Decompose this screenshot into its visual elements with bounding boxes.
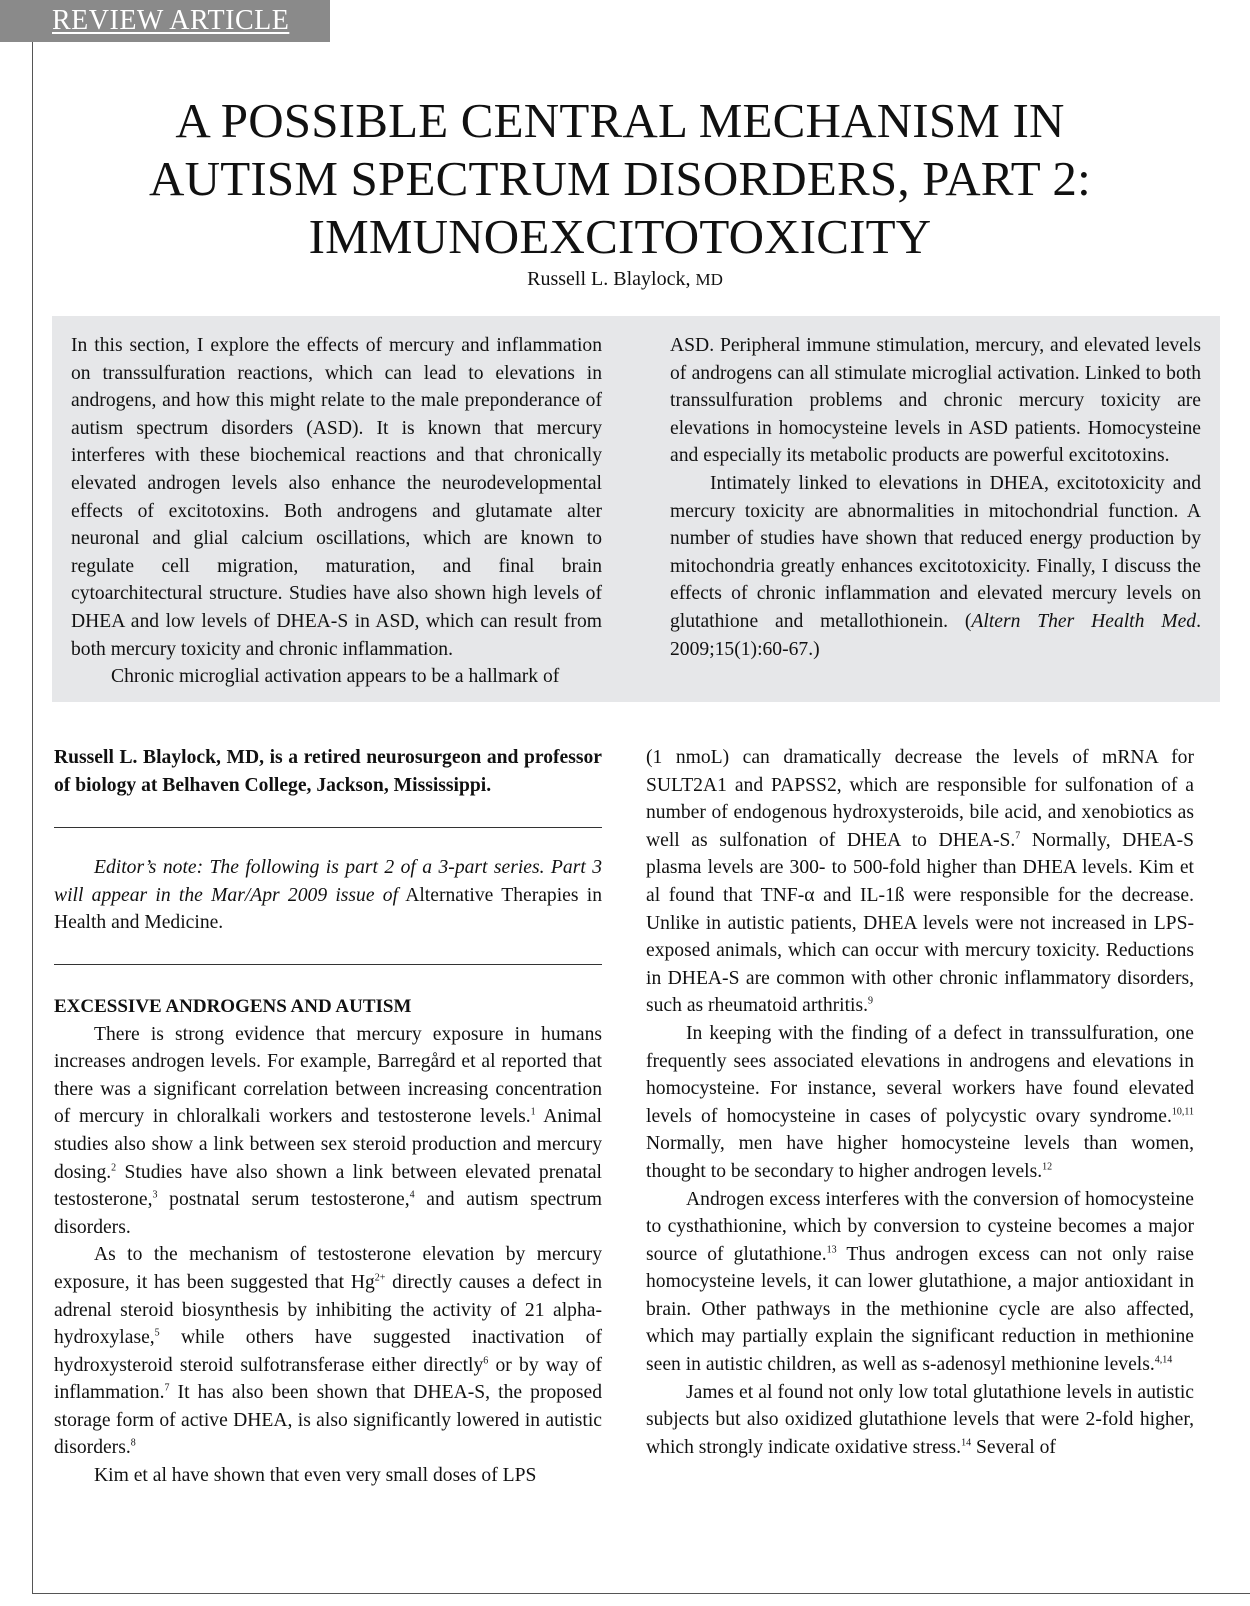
author-note: [54, 744, 602, 799]
title-line: IMMUNOEXCITOTOXICITY: [308, 209, 932, 264]
abstract-paragraph: Chronic microglial activation appears to be a hallmark of: [111, 666, 560, 688]
abstract-paragraph: ASD. Peripheral immune stimulation, mercury, and elevated levels of androgens can all stimulate microglial activation. Linked to both transsulfuration problems and chronic mercury toxicity are elevations in homocysteine levels in ASD patients. Homocysteine and especially its metabolic products are powerful excitotoxins.: [670, 335, 1201, 467]
body-paragraph: (1 nmoL) can dramatically decrease the levels of mRNA for SULT2A1 and PAPSS2, which are responsible for sulfonation of a number of endogenous hydroxysteroids, bile acid, and xenobiotics as well as sulfonation of DHEA to DHEA-S.$^7$ Normally, DHEA-S plasma levels are 300- to 500-fold higher than DHEA levels. Kim et al found that TNF-α and IL-1ß were responsible for the decrease. Unlike in autistic patients, DHEA levels were not increased in LPS-exposed animals, which can occur with mercury toxicity. Reductions in DHEA-S are common with other chronic inflammatory disorders, such as rheumatoid arthritis.$^9$: [646, 747, 1195, 1017]
body-paragraph: In keeping with the finding of a defect in transsulfuration, one frequently sees associated elevations in androgens and elevations in homocysteine. For instance, several workers have found elevated levels of homocysteine in cases of polycystic ovary syndrome.$^{10,11}$ Normally, men have higher homocysteine levels than women, thought to be secondary to higher androgen levels.$^{12}$: [646, 1022, 1194, 1182]
body-paragraph: Androgen excess interferes with the conversion of homocysteine to cysthathionine, which by conversion to cysteine becomes a major source of glutathione.$^{13}$ Thus androgen excess can not only raise homocysteine levels, it can lower glutathione, a major antioxidant in brain. Other pathways in the methionine cycle are also affected, which may partially explain the significant reduction in methionine seen in autistic children, as well as s-adenosyl methionine levels.$^{4,14}$: [646, 1188, 1194, 1376]
section-tag: REVIEW ARTICLE: [0, 0, 330, 42]
abstract-box: [52, 316, 1220, 702]
body-paragraph: James et al found not only low total glutathione levels in autistic subjects but also oxidized glutathione levels that were 2-fold higher, which strongly indicate oxidative stress.$^{14}$ Several of: [646, 1381, 1194, 1458]
author-note-text: , is a retired neurosurgeon and professor of biology at Belhaven College, Jackson, Mississippi.: [54, 747, 602, 796]
byline: [0, 268, 1250, 291]
abstract-paragraph: In this section, I explore the effects of mercury and inflammation on transsulfuration reactions, which can lead to elevations in androgens, and how this might relate to the male preponderance of autism spectrum disorders (ASD). It is known that mercury interferes with these biochemical reactions and that chronically elevated androgen levels also enhance the neurodevelopmental effects of excitotoxins. Both androgens and glutamate alter neuronal and glial calcium oscillations, which are known to regulate cell migration, maturation, and final brain cytoarchitectural structure. Studies have also shown high levels of DHEA and low levels of DHEA-S in ASD, which can result from both mercury toxicity and chronic inflammation.: [71, 335, 602, 660]
citation-journal: Altern Ther Health Med: [971, 610, 1197, 632]
author-note-name: Russell L. Blaylock,: [54, 747, 227, 768]
editor-note-journal: Alternative Therapies in Health and Medicine.: [54, 884, 602, 934]
body-paragraph: There is strong evidence that mercury exposure in humans increases androgen levels. For example, Barregård et al reported that there was a significant correlation between increasing concentration of mercury in chloralkali workers and testosterone levels.$^1$ Animal studies also show a link between sex steroid production and mercury dosing.$^2$ Studies have also shown a link between elevated prenatal testosterone,$^3$ postnatal serum testosterone,$^4$ and autism spectrum disorders.: [54, 1023, 602, 1238]
body-paragraph: Kim et al have shown that even very small doses of LPS: [94, 1465, 537, 1487]
divider: [54, 827, 602, 828]
right-column: [646, 744, 1194, 1490]
article-body: [54, 744, 1194, 1490]
editor-note-italic: Editor’s note: The following is part 2 of a 3-part series. Part 3 will appear in the Mar/Apr 2009 issue of: [54, 857, 602, 906]
abstract-left-column: [71, 332, 602, 702]
author-note-credential: MD: [226, 747, 260, 768]
abstract-paragraph: [670, 470, 1201, 663]
abstract-text: Intimately linked to elevations in DHEA, excitotoxicity and mercury toxicity are abnormalities in mitochondrial function. A number of studies have shown that reduced energy production by mitochondria greatly enhances excitotoxicity. Finally, I discuss the effects of chronic inflammation and elevated mercury levels on glutathione and metallothionein. (: [670, 472, 1201, 632]
body-paragraph: As to the mechanism of testosterone elevation by mercury exposure, it has been suggested that $Hg^{2+}$ directly causes a defect in adrenal steroid biosynthesis by inhibiting the activity of 21 alpha-hydroxylase,$^5$ while others have suggested inactivation of hydroxysteroid steroid sulfotransferase either directly$^6$ or by way of inflammation.$^7$ It has also been shown that DHEA-S, the proposed storage form of active DHEA, is also significantly lowered in autistic disorders.$^8$: [54, 1244, 602, 1459]
article-title: [110, 92, 1130, 266]
divider: [54, 964, 602, 965]
abstract-right-column: [670, 332, 1201, 702]
citation-details: . 2009;15(1):60-67.): [670, 610, 1201, 660]
author-credential: MD: [695, 270, 723, 289]
left-column: [54, 744, 602, 1490]
title-line: A POSSIBLE CENTRAL MECHANISM IN: [175, 93, 1065, 148]
author-name: Russell L. Blaylock,: [527, 268, 696, 290]
title-line: AUTISM SPECTRUM DISORDERS, PART 2:: [149, 151, 1091, 206]
editor-note: [54, 854, 602, 937]
section-heading: EXCESSIVE ANDROGENS AND AUTISM: [54, 995, 412, 1017]
